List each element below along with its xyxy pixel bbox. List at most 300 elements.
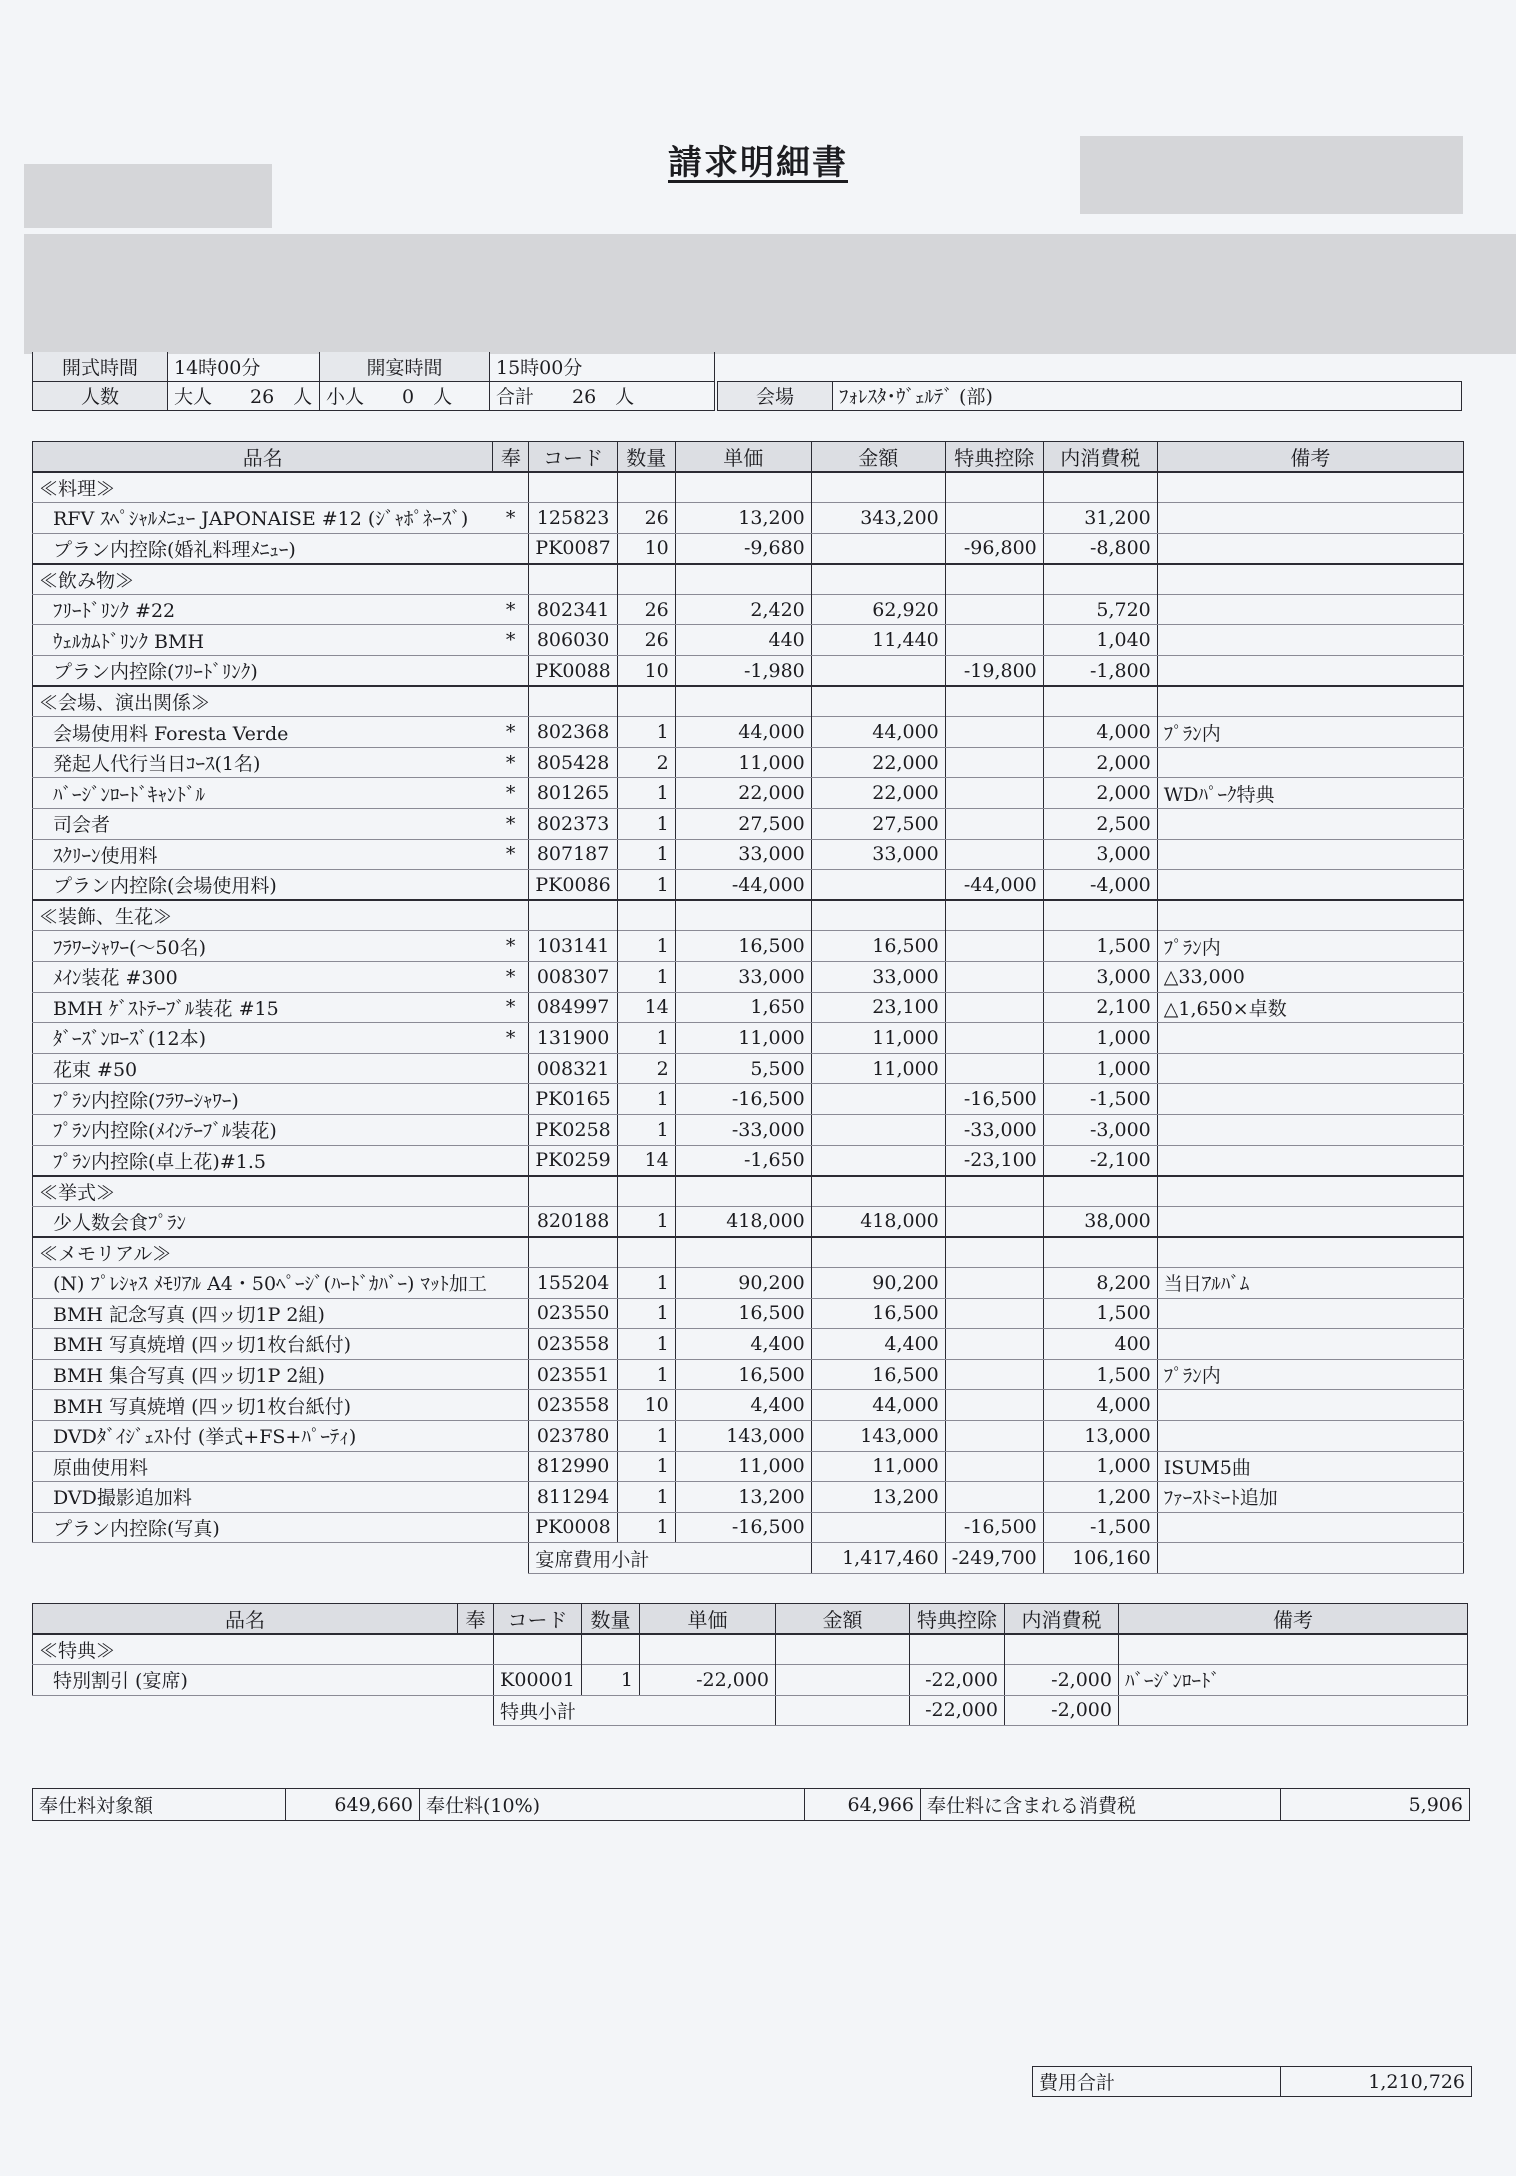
item-tax: 400 xyxy=(1043,1329,1157,1360)
benefit-subtotal-label: 特典小計 xyxy=(494,1695,776,1726)
item-deduction xyxy=(945,1390,1043,1421)
item-qty: 1 xyxy=(617,1451,675,1482)
item-tax: -3,000 xyxy=(1043,1114,1157,1145)
item-note: WDﾊﾟｰｸ特典 xyxy=(1157,778,1463,809)
banquet-subtotal-tax: 106,160 xyxy=(1043,1543,1157,1574)
item-note: ﾌﾟﾗﾝ内 xyxy=(1157,931,1463,962)
item-name: ﾊﾞｰｼﾞﾝﾛｰﾄﾞｷｬﾝﾄﾞﾙ xyxy=(33,778,493,809)
item-amount: 90,200 xyxy=(811,1267,945,1298)
redacted-block xyxy=(24,234,1516,354)
table-row xyxy=(33,778,1464,809)
item-note: ﾊﾞｰｼﾞﾝﾛｰﾄﾞ xyxy=(1119,1665,1468,1696)
banquet-subtotal-deduction: -249,700 xyxy=(945,1543,1043,1574)
item-code: 820188 xyxy=(529,1206,617,1237)
item-name: 原曲使用料 xyxy=(33,1451,493,1482)
item-qty: 1 xyxy=(617,1482,675,1513)
item-code: 805428 xyxy=(529,747,617,778)
item-note xyxy=(1157,1114,1463,1145)
item-amount: 11,000 xyxy=(811,1053,945,1084)
item-unit-price: 11,000 xyxy=(675,747,811,778)
item-deduction xyxy=(945,1267,1043,1298)
category-label: ≪挙式≫ xyxy=(33,1176,529,1207)
table-row xyxy=(33,1114,1464,1145)
item-note xyxy=(1157,1145,1463,1176)
item-tax: -4,000 xyxy=(1043,870,1157,901)
item-amount xyxy=(811,1114,945,1145)
item-code: 125823 xyxy=(529,503,617,534)
col-header-tax: 内消費税 xyxy=(1005,1604,1119,1635)
item-unit-price: 16,500 xyxy=(675,1298,811,1329)
item-unit-price: 44,000 xyxy=(675,717,811,748)
col-header-code: コード xyxy=(529,442,617,473)
item-tax: 1,500 xyxy=(1043,1359,1157,1390)
item-unit-price: 1,650 xyxy=(675,992,811,1023)
item-note xyxy=(1157,1084,1463,1115)
item-deduction xyxy=(945,1359,1043,1390)
hou-mark xyxy=(493,1390,529,1421)
item-qty: 1 xyxy=(617,1298,675,1329)
item-qty: 1 xyxy=(617,1512,675,1543)
document-title: 請求明細書 xyxy=(668,143,848,183)
item-qty: 1 xyxy=(617,1084,675,1115)
item-tax: 3,000 xyxy=(1043,839,1157,870)
service-tax-value: 5,906 xyxy=(1281,1789,1470,1821)
col-header-name: 品名 xyxy=(33,1604,458,1635)
item-unit-price: 418,000 xyxy=(675,1206,811,1237)
item-unit-price: 27,500 xyxy=(675,809,811,840)
table-row xyxy=(33,503,1464,534)
item-tax: -1,500 xyxy=(1043,1084,1157,1115)
venue-label: 会場 xyxy=(718,381,833,410)
col-header-hou: 奉 xyxy=(493,442,529,473)
item-note xyxy=(1157,1053,1463,1084)
item-code: 023550 xyxy=(529,1298,617,1329)
item-name: 会場使用料 Foresta Verde xyxy=(33,717,493,748)
table-row xyxy=(33,717,1464,748)
item-note: ﾌｧｰｽﾄﾐｰﾄ追加 xyxy=(1157,1482,1463,1513)
category-label: ≪特典≫ xyxy=(33,1634,494,1665)
item-unit-price: -33,000 xyxy=(675,1114,811,1145)
item-amount: 23,100 xyxy=(811,992,945,1023)
hou-mark xyxy=(493,1329,529,1360)
item-tax: 2,000 xyxy=(1043,747,1157,778)
table-row xyxy=(33,1451,1464,1482)
table-row xyxy=(33,1084,1464,1115)
item-note: 当日ｱﾙﾊﾞﾑ xyxy=(1157,1267,1463,1298)
item-amount xyxy=(776,1665,910,1696)
item-name: 発起人代行当日ｺｰｽ(1名) xyxy=(33,747,493,778)
item-code: 801265 xyxy=(529,778,617,809)
item-deduction xyxy=(945,778,1043,809)
banquet-subtotal-amount: 1,417,460 xyxy=(811,1543,945,1574)
item-deduction: -96,800 xyxy=(945,533,1043,564)
item-amount xyxy=(811,533,945,564)
item-note: △1,650×卓数 xyxy=(1157,992,1463,1023)
item-note: ISUM5曲 xyxy=(1157,1451,1463,1482)
item-amount: 62,920 xyxy=(811,594,945,625)
table-row xyxy=(33,1329,1464,1360)
table-row xyxy=(33,594,1464,625)
item-qty: 14 xyxy=(617,992,675,1023)
item-code: 802373 xyxy=(529,809,617,840)
category-label: ≪飲み物≫ xyxy=(33,564,529,595)
item-unit-price: -1,650 xyxy=(675,1145,811,1176)
item-deduction xyxy=(945,992,1043,1023)
item-code: 811294 xyxy=(529,1482,617,1513)
item-qty: 10 xyxy=(617,1390,675,1421)
item-code: PK0086 xyxy=(529,870,617,901)
col-header-note: 備考 xyxy=(1119,1604,1468,1635)
category-row xyxy=(33,1176,1464,1207)
item-name: DVDﾀﾞｲｼﾞｪｽﾄ付 (挙式+FS+ﾊﾟｰﾃｨ) xyxy=(33,1420,493,1451)
table-row xyxy=(33,870,1464,901)
item-deduction xyxy=(945,1329,1043,1360)
item-code: PK0258 xyxy=(529,1114,617,1145)
service-fee-table xyxy=(32,1788,1470,1821)
item-name: 司会者 xyxy=(33,809,493,840)
item-unit-price: 13,200 xyxy=(675,503,811,534)
col-header-deduct: 特典控除 xyxy=(910,1604,1005,1635)
item-amount: 13,200 xyxy=(811,1482,945,1513)
item-name: (N) ﾌﾟﾚｼｬｽ ﾒﾓﾘｱﾙ A4・50ﾍﾟｰｼﾞ(ﾊｰﾄﾞｶﾊﾞｰ) ﾏｯﾄ加工 xyxy=(33,1267,493,1298)
items-table xyxy=(32,441,1464,1574)
item-qty: 1 xyxy=(617,1023,675,1054)
redacted-block xyxy=(24,164,272,228)
item-note xyxy=(1157,809,1463,840)
hou-mark: * xyxy=(493,503,529,534)
item-amount: 11,000 xyxy=(811,1023,945,1054)
item-name: 花束 #50 xyxy=(33,1053,493,1084)
item-code: 103141 xyxy=(529,931,617,962)
item-deduction xyxy=(945,747,1043,778)
item-name: ﾀﾞｰｽﾞﾝﾛｰｽﾞ(12本) xyxy=(33,1023,493,1054)
hou-mark xyxy=(493,1206,529,1237)
item-tax: 1,000 xyxy=(1043,1451,1157,1482)
table-row xyxy=(33,1053,1464,1084)
item-code: 802368 xyxy=(529,717,617,748)
item-note xyxy=(1157,594,1463,625)
table-row xyxy=(33,839,1464,870)
item-note xyxy=(1157,1329,1463,1360)
adult-count: 大人 26 人 xyxy=(168,381,320,410)
col-header-tax: 内消費税 xyxy=(1043,442,1157,473)
item-deduction: -16,500 xyxy=(945,1512,1043,1543)
hou-mark xyxy=(493,656,529,687)
item-code: 023558 xyxy=(529,1329,617,1360)
item-deduction xyxy=(945,594,1043,625)
col-header-note: 備考 xyxy=(1157,442,1463,473)
category-label: ≪装飾、生花≫ xyxy=(33,900,529,931)
item-tax: 2,100 xyxy=(1043,992,1157,1023)
hou-mark xyxy=(493,1145,529,1176)
item-amount: 11,440 xyxy=(811,625,945,656)
item-deduction: -44,000 xyxy=(945,870,1043,901)
item-unit-price: 143,000 xyxy=(675,1420,811,1451)
category-label: ≪料理≫ xyxy=(33,472,529,503)
item-name: DVD撮影追加料 xyxy=(33,1482,493,1513)
table-row xyxy=(33,962,1464,993)
category-row xyxy=(33,472,1464,503)
table-row xyxy=(33,1420,1464,1451)
item-amount: 418,000 xyxy=(811,1206,945,1237)
item-note: ﾌﾟﾗﾝ内 xyxy=(1157,717,1463,748)
item-name: BMH 集合写真 (四ッ切1P 2組) xyxy=(33,1359,493,1390)
item-name: プラン内控除(会場使用料) xyxy=(33,870,493,901)
item-qty: 26 xyxy=(617,503,675,534)
table-row xyxy=(33,931,1464,962)
table-row xyxy=(33,1512,1464,1543)
item-qty: 1 xyxy=(617,1329,675,1360)
item-deduction xyxy=(945,931,1043,962)
item-deduction: -23,100 xyxy=(945,1145,1043,1176)
item-amount: 4,400 xyxy=(811,1329,945,1360)
item-amount xyxy=(811,1512,945,1543)
category-row xyxy=(33,1237,1464,1268)
banquet-subtotal-row xyxy=(33,1543,1464,1574)
item-name: ﾌﾘｰﾄﾞﾘﾝｸ #22 xyxy=(33,594,493,625)
item-deduction: -22,000 xyxy=(910,1665,1005,1696)
item-note: ﾌﾟﾗﾝ内 xyxy=(1157,1359,1463,1390)
item-amount: 11,000 xyxy=(811,1451,945,1482)
item-tax: 4,000 xyxy=(1043,1390,1157,1421)
hou-mark xyxy=(493,1420,529,1451)
hou-mark: * xyxy=(493,594,529,625)
item-qty: 1 xyxy=(617,1206,675,1237)
item-qty: 26 xyxy=(617,625,675,656)
category-row xyxy=(33,900,1464,931)
item-code: 802341 xyxy=(529,594,617,625)
item-deduction xyxy=(945,1023,1043,1054)
category-label: ≪会場、演出関係≫ xyxy=(33,686,529,717)
item-qty: 1 xyxy=(617,1420,675,1451)
item-qty: 1 xyxy=(617,1114,675,1145)
item-deduction xyxy=(945,839,1043,870)
item-note: △33,000 xyxy=(1157,962,1463,993)
item-name: ﾒｲﾝ装花 #300 xyxy=(33,962,493,993)
item-name: BMH 写真焼増 (四ッ切1枚台紙付) xyxy=(33,1329,493,1360)
hou-mark: * xyxy=(493,778,529,809)
table-row xyxy=(33,625,1464,656)
item-qty: 10 xyxy=(617,533,675,564)
item-name: プラン内控除(ﾌﾘｰﾄﾞﾘﾝｸ) xyxy=(33,656,493,687)
category-row xyxy=(33,564,1464,595)
hou-mark xyxy=(493,1084,529,1115)
item-qty: 10 xyxy=(617,656,675,687)
item-note xyxy=(1157,1206,1463,1237)
hou-mark xyxy=(493,1053,529,1084)
col-header-amount: 金額 xyxy=(776,1604,910,1635)
item-note xyxy=(1157,1023,1463,1054)
table-row xyxy=(33,1145,1464,1176)
item-name: ﾌﾟﾗﾝ内控除(ﾒｲﾝﾃｰﾌﾞﾙ装花) xyxy=(33,1114,493,1145)
item-tax: -2,100 xyxy=(1043,1145,1157,1176)
item-tax: 2,000 xyxy=(1043,778,1157,809)
item-tax: -1,500 xyxy=(1043,1512,1157,1543)
item-qty: 14 xyxy=(617,1145,675,1176)
item-unit-price: 33,000 xyxy=(675,962,811,993)
item-unit-price: 2,420 xyxy=(675,594,811,625)
item-qty: 1 xyxy=(617,717,675,748)
item-tax: 1,000 xyxy=(1043,1023,1157,1054)
hou-mark: * xyxy=(493,1023,529,1054)
item-amount: 16,500 xyxy=(811,1359,945,1390)
item-unit-price: 4,400 xyxy=(675,1390,811,1421)
item-code: 812990 xyxy=(529,1451,617,1482)
hou-mark: * xyxy=(493,717,529,748)
hou-mark: * xyxy=(493,625,529,656)
category-row xyxy=(33,686,1464,717)
hou-mark: * xyxy=(493,747,529,778)
table-row xyxy=(33,747,1464,778)
item-unit-price: 90,200 xyxy=(675,1267,811,1298)
item-qty: 1 xyxy=(617,1359,675,1390)
item-amount xyxy=(811,1145,945,1176)
item-deduction xyxy=(945,1298,1043,1329)
item-deduction: -16,500 xyxy=(945,1084,1043,1115)
hou-mark xyxy=(493,1114,529,1145)
item-tax: 38,000 xyxy=(1043,1206,1157,1237)
item-name: プラン内控除(婚礼料理ﾒﾆｭｰ) xyxy=(33,533,493,564)
table-row xyxy=(33,1023,1464,1054)
item-name: ｳｪﾙｶﾑﾄﾞﾘﾝｸ BMH xyxy=(33,625,493,656)
table-row xyxy=(33,1267,1464,1298)
hou-mark: * xyxy=(493,992,529,1023)
item-code: 806030 xyxy=(529,625,617,656)
item-name: RFV ｽﾍﾟｼｬﾙﾒﾆｭｰ JAPONAISE #12 (ｼﾞｬﾎﾟﾈｰｽﾞ) xyxy=(33,503,493,534)
item-qty: 2 xyxy=(617,1053,675,1084)
event-info-table xyxy=(32,352,1462,411)
item-deduction: -33,000 xyxy=(945,1114,1043,1145)
item-name: BMH 記念写真 (四ッ切1P 2組) xyxy=(33,1298,493,1329)
item-tax: 3,000 xyxy=(1043,962,1157,993)
item-name: プラン内控除(写真) xyxy=(33,1512,493,1543)
service-base-value: 649,660 xyxy=(286,1789,420,1821)
item-tax: -2,000 xyxy=(1005,1665,1119,1696)
item-amount xyxy=(811,1084,945,1115)
party-time-label: 開宴時間 xyxy=(320,352,490,381)
item-qty: 1 xyxy=(617,962,675,993)
item-deduction xyxy=(945,1206,1043,1237)
item-unit-price: 440 xyxy=(675,625,811,656)
item-code: 155204 xyxy=(529,1267,617,1298)
grand-total-label: 費用合計 xyxy=(1033,2067,1281,2097)
item-unit-price: -22,000 xyxy=(640,1665,776,1696)
service-base-label: 奉仕料対象額 xyxy=(33,1789,286,1821)
item-code: 023551 xyxy=(529,1359,617,1390)
hou-mark xyxy=(493,533,529,564)
table-row xyxy=(33,992,1464,1023)
table-row xyxy=(33,1298,1464,1329)
item-note xyxy=(1157,625,1463,656)
table-row xyxy=(33,656,1464,687)
item-unit-price: 13,200 xyxy=(675,1482,811,1513)
item-deduction xyxy=(945,717,1043,748)
table-row xyxy=(33,809,1464,840)
item-deduction xyxy=(945,1053,1043,1084)
item-qty: 1 xyxy=(617,778,675,809)
table-row xyxy=(33,1390,1464,1421)
item-amount: 16,500 xyxy=(811,1298,945,1329)
item-name: BMH ｹﾞｽﾄﾃｰﾌﾞﾙ装花 #15 xyxy=(33,992,493,1023)
benefit-table xyxy=(32,1603,1468,1726)
item-note xyxy=(1157,503,1463,534)
hou-mark xyxy=(493,1298,529,1329)
item-deduction xyxy=(945,962,1043,993)
item-unit-price: 16,500 xyxy=(675,931,811,962)
hou-mark: * xyxy=(493,839,529,870)
start-time-label: 開式時間 xyxy=(33,352,168,381)
item-tax: 13,000 xyxy=(1043,1420,1157,1451)
hou-mark xyxy=(493,870,529,901)
item-deduction xyxy=(945,1482,1043,1513)
table-row xyxy=(33,1482,1464,1513)
item-amount: 27,500 xyxy=(811,809,945,840)
col-header-amount: 金額 xyxy=(811,442,945,473)
item-tax: 1,500 xyxy=(1043,931,1157,962)
service-fee-value: 64,966 xyxy=(805,1789,921,1821)
hou-mark xyxy=(493,1482,529,1513)
col-header-unit: 単価 xyxy=(640,1604,776,1635)
service-fee-label: 奉仕料(10%) xyxy=(420,1789,805,1821)
item-tax: 31,200 xyxy=(1043,503,1157,534)
item-unit-price: 11,000 xyxy=(675,1023,811,1054)
item-unit-price: 5,500 xyxy=(675,1053,811,1084)
item-qty: 2 xyxy=(617,747,675,778)
item-code: PK0088 xyxy=(529,656,617,687)
item-tax: 1,040 xyxy=(1043,625,1157,656)
item-code: K00001 xyxy=(494,1665,582,1696)
party-time-value: 15時00分 xyxy=(490,352,715,381)
item-deduction: -19,800 xyxy=(945,656,1043,687)
item-deduction xyxy=(945,1451,1043,1482)
benefit-subtotal-tax: -2,000 xyxy=(1005,1695,1119,1726)
item-unit-price: 16,500 xyxy=(675,1359,811,1390)
item-amount: 44,000 xyxy=(811,717,945,748)
item-tax: 5,720 xyxy=(1043,594,1157,625)
item-unit-price: 11,000 xyxy=(675,1451,811,1482)
item-deduction xyxy=(945,809,1043,840)
item-deduction xyxy=(945,503,1043,534)
item-amount: 22,000 xyxy=(811,747,945,778)
item-amount: 16,500 xyxy=(811,931,945,962)
col-header-qty: 数量 xyxy=(582,1604,640,1635)
item-tax: -1,800 xyxy=(1043,656,1157,687)
redacted-block xyxy=(1080,136,1463,214)
col-header-name: 品名 xyxy=(33,442,493,473)
item-note xyxy=(1157,533,1463,564)
item-unit-price: 4,400 xyxy=(675,1329,811,1360)
banquet-subtotal-label: 宴席費用小計 xyxy=(529,1543,811,1574)
item-note xyxy=(1157,839,1463,870)
item-code: PK0165 xyxy=(529,1084,617,1115)
hou-mark: * xyxy=(493,809,529,840)
item-name: BMH 写真焼増 (四ッ切1枚台紙付) xyxy=(33,1390,493,1421)
item-note xyxy=(1157,1390,1463,1421)
item-amount: 22,000 xyxy=(811,778,945,809)
item-amount: 143,000 xyxy=(811,1420,945,1451)
table-row xyxy=(33,533,1464,564)
total-count: 合計 26 人 xyxy=(490,381,715,410)
grand-total-table xyxy=(1032,2066,1472,2097)
item-name: ﾌﾟﾗﾝ内控除(卓上花)#1.5 xyxy=(33,1145,493,1176)
item-name: 少人数会食ﾌﾟﾗﾝ xyxy=(33,1206,493,1237)
col-header-deduct: 特典控除 xyxy=(945,442,1043,473)
item-amount xyxy=(811,870,945,901)
item-name: ﾌﾗﾜｰｼｬﾜｰ(～50名) xyxy=(33,931,493,962)
item-unit-price: -1,980 xyxy=(675,656,811,687)
item-code: 023558 xyxy=(529,1390,617,1421)
service-tax-label: 奉仕料に含まれる消費税 xyxy=(921,1789,1281,1821)
